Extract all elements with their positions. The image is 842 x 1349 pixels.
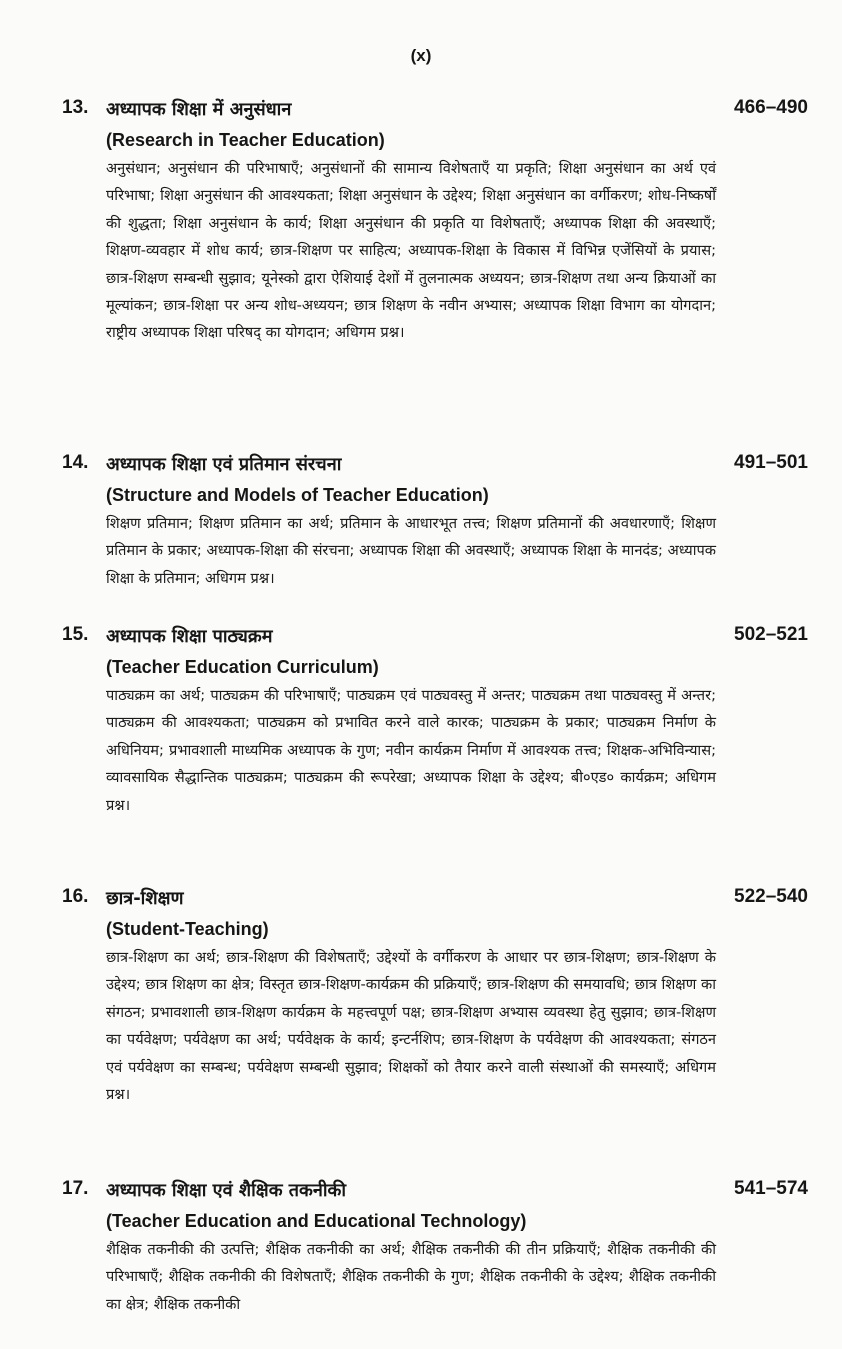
entry-description: छात्र-शिक्षण का अर्थ; छात्र-शिक्षण की विशेषताएँ; उद्देश्यों के वर्गीकरण के आधार पर छात्र-शिक्षण; छात्र-शिक्षण के उद्देश्य; छात्र शिक्षण का क्षेत्र; विस्तृत छात्र-शिक्षण-कार्यक्रम की प्रक्रियाएँ; छात्र-शिक्षण की समयावधि; छात्र शिक्षण का संगठन; प्रभावशाली छात्र-शिक्षण कार्यक्रम के महत्त्वपूर्ण पक्ष; छात्र-शिक्षण अभ्यास व्यवस्था हेतु सुझाव; छात्र-शिक्षण का पर्यवेक्षण; पर्यवेक्षण का अर्थ; पर्यवेक्षक के कार्य; इन्टर्नशिप; छात्र-शिक्षण के पर्यवेक्षण की आवश्यकता; संगठन एवं पर्यवेक्षण का सम्बन्ध; पर्यवेक्षण सम्बन्धी सुझाव; शिक्षकों को तैयार करने वाली संस्थाओं की समस्याएँ; अधिगम प्रश्न।: [106, 949, 716, 1104]
entry-number: 17.: [62, 1178, 89, 1199]
entry-description: पाठ्यक्रम का अर्थ; पाठ्यक्रम की परिभाषाएँ; पाठ्यक्रम एवं पाठ्यवस्तु में अन्तर; पाठ्यक्रम तथा पाठ्यवस्तु में अन्तर; पाठ्यक्रम की आवश्यकता; पाठ्यक्रम को प्रभावित करने वाले कारक; पाठ्यक्रम के प्रकार; पाठ्यक्रम निर्माण के अधिनियम; प्रभावशाली माध्यमिक अध्यापक के गुण; नवीन कार्यक्रम निर्माण में आवश्यक तत्त्व; शिक्षक-अभिविन्यास; व्यावसायिक सैद्धान्तिक पाठ्यक्रम; पाठ्यक्रम की रूपरेखा; अध्यापक शिक्षा के उद्देश्य; बी०एड० कार्यक्रम; अधिगम प्रश्न।: [106, 687, 716, 814]
entry-page-range: 491–501: [734, 452, 808, 473]
toc-entry-17: [62, 1178, 812, 1318]
entry-number: 15.: [62, 624, 89, 645]
entry-heading: [62, 624, 812, 654]
entry-title: अध्यापक शिक्षा में अनुसंधान: [106, 99, 292, 120]
entry-heading: [62, 886, 812, 916]
entry-page-range: 522–540: [734, 886, 808, 907]
entry-number: 16.: [62, 886, 89, 907]
entry-english-title: (Teacher Education and Educational Technology): [106, 1211, 527, 1231]
entry-heading: [62, 452, 812, 482]
page-number: (x): [410, 46, 432, 65]
entry-heading: [62, 1178, 812, 1208]
toc-entry-16: [62, 886, 812, 1108]
entry-description: अनुसंधान; अनुसंधान की परिभाषाएँ; अनुसंधानों की सामान्य विशेषताएँ या प्रकृति; शिक्षा अनुसंधान का अर्थ एवं परिभाषा; शिक्षा अनुसंधान की आवश्यकता; शिक्षा अनुसंधान के उद्देश्य; शिक्षा अनुसंधान का वर्गीकरण; शोध-निष्कर्षों की शुद्धता; शिक्षा अनुसंधान के कार्य; शिक्षा अनुसंधान की प्रकृति या विशेषताएँ; अध्यापक शिक्षा की अवस्थाएँ; शिक्षण-व्यवहार में शोध कार्य; छात्र-शिक्षण पर साहित्य; अध्यापक-शिक्षा के विकास में विभिन्न एजेंसियों के प्रयास; छात्र-शिक्षण सम्बन्धी सुझाव; यूनेस्को द्वारा ऐशियाई देशों में तुलनात्मक अध्ययन; छात्र-शिक्षण तथा अन्य क्रियाओं का मूल्यांकन; छात्र-शिक्षा पर अन्य शोध-अध्ययन; छात्र शिक्षण के नवीन अभ्यास; अध्यापक शिक्षा विभाग का योगदान; राष्ट्रीय अध्यापक शिक्षा परिषद् का योगदान; अधिगम प्रश्न।: [106, 160, 716, 342]
entry-number: 13.: [62, 97, 89, 118]
toc-entry-14: [62, 452, 812, 592]
entry-english-title: (Research in Teacher Education): [106, 130, 385, 150]
entry-page-range: 466–490: [734, 97, 808, 118]
entry-number: 14.: [62, 452, 89, 473]
entry-title: अध्यापक शिक्षा पाठ्यक्रम: [106, 626, 273, 647]
entry-title: अध्यापक शिक्षा एवं प्रतिमान संरचना: [106, 454, 342, 475]
entry-title: अध्यापक शिक्षा एवं शैक्षिक तकनीकी: [106, 1180, 347, 1201]
entry-title: छात्र-शिक्षण: [106, 888, 184, 909]
entry-page-range: 502–521: [734, 624, 808, 645]
entry-page-range: 541–574: [734, 1178, 808, 1199]
entry-english-title: (Structure and Models of Teacher Education): [106, 485, 489, 505]
entry-description: शैक्षिक तकनीकी की उत्पत्ति; शैक्षिक तकनीकी का अर्थ; शैक्षिक तकनीकी की तीन प्रक्रियाएँ; शैक्षिक तकनीकी की परिभाषाएँ; शैक्षिक तकनीकी की विशेषताएँ; शैक्षिक तकनीकी के गुण; शैक्षिक तकनीकी के उद्देश्य; शैक्षिक तकनीकी का क्षेत्र; शैक्षिक तकनीकी: [106, 1241, 716, 1313]
toc-entry-13: [62, 97, 812, 347]
entry-english-title: (Student-Teaching): [106, 919, 269, 939]
entry-english-title: (Teacher Education Curriculum): [106, 657, 379, 677]
entry-heading: [62, 97, 812, 127]
toc-entry-15: [62, 624, 812, 819]
entry-description: शिक्षण प्रतिमान; शिक्षण प्रतिमान का अर्थ; प्रतिमान के आधारभूत तत्त्व; शिक्षण प्रतिमानों की अवधारणाएँ; शिक्षण प्रतिमान के प्रकार; अध्यापक-शिक्षा की संरचना; अध्यापक शिक्षा की अवस्थाएँ; अध्यापक शिक्षा के मानदंड; अध्यापक शिक्षा के प्रतिमान; अधिगम प्रश्न।: [106, 515, 716, 587]
